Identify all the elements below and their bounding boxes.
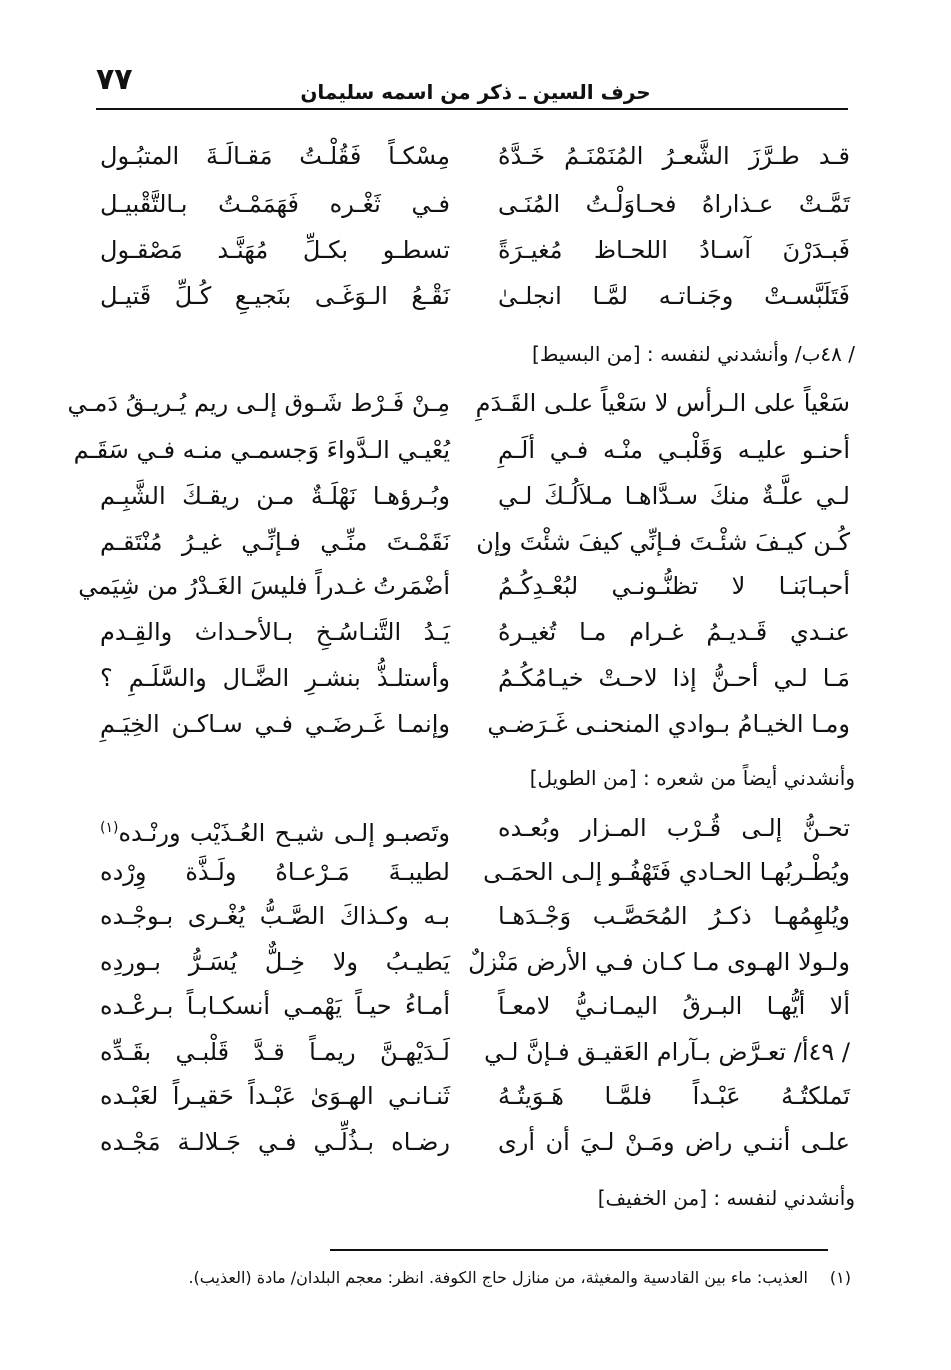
verse-hemistich-right: أحبـابَنـا لا تظنُّـونـي لبُعْـدِكُـمُ — [498, 572, 850, 600]
verse-hemistich-right: لـي علَّـةٌ منكَ سـدَّاهـا مـلاَلُـكَ لـي — [498, 482, 850, 510]
verse-hemistich-left: يُعْيـي الـدَّواءَ وَجسمـي منـه فـي سَقَـم — [73, 436, 450, 464]
footnote-number: (١) — [829, 1268, 851, 1287]
verse-hemistich-right: قـد طـرَّزَ الشَّعـرُ المُنَمْنَـمُ خَـدَّهُ — [498, 142, 850, 170]
verse-hemistich-left: لطيبـةَ مَـرْعـاهُ ولَـذَّة وِرْده — [100, 858, 450, 886]
verse-hemistich-right: فَبـدَرْنَ آسـادُ اللحـاظ مُغيـرَةً — [498, 236, 850, 264]
verse-hemistich-left: نَقَمْـتَ منِّـي فـإنِّـي غيـرُ مُنْتَقـم — [100, 528, 450, 556]
verse-hemistich-right: ومـا الخيـامُ بـوادي المنحنـى غَـرَضـي — [487, 710, 850, 738]
verse-hemistich-right: أحنـو عليـه وَقَلْبـي منْـه فـي ألَـمِ — [498, 436, 850, 464]
verse-hemistich-left: وإنمـا غَـرضَـي فـي سـاكـن الخِيَـمِ — [100, 710, 450, 738]
verse-hemistich-right: ويُطْـربُهـا الحـادي فَتَهْفُـو إلـى الحمَـى — [483, 858, 850, 886]
verse-hemistich-left: وأستلـذُّ بنشـرِ الضَّـال والسَّلَـمِ ؟ — [100, 664, 450, 692]
verse-hemistich-right: فَتَلَبَّسـتْ وجَنـاتـه لمَّـا انجلـىٰ — [498, 282, 850, 310]
verse-hemistich-left: وبُـرؤهـا نَهْلَـةٌ مـن ريقـكَ الشَّبِـم — [100, 482, 450, 510]
running-title: حرف السين ـ ذكر من اسمه سليمان — [300, 80, 651, 104]
verse-hemistich-left: مِـنْ فَـرْط شَـوق إلـى ريم يُـريـقُ دَمـي — [67, 389, 450, 417]
footnote-reference: (١) — [100, 820, 119, 836]
verse-hemistich-left: نَقْـعُ الـوَغَـى بنَجيـعِ كُـلِّ قَتيـل — [100, 282, 450, 310]
verse-text: وتَصبـو إلـى شيـح العُـذَيْب ورنْـده — [118, 819, 450, 847]
verse-hemistich-left: يَـدُ التَّنـاسُـخِ بـالأحـداث والقِـدم — [100, 618, 450, 646]
verse-hemistich-right: ولـولا الهـوى مـا كـان فـي الأرض مَنْزلٌ — [468, 948, 850, 976]
verse-hemistich-right: سَعْياً على الـرأس لا سَعْياً علـى القَـدَمِ — [475, 389, 850, 417]
verse-hemistich-left: مِسْكـاً فَقُلْـتُ مَقـالَـةَ المتبُـول — [100, 142, 450, 170]
verse-hemistich-right: مَـا لـي أحـنُّ إذا لاحـتْ خيـامُكُـمُ — [498, 664, 850, 692]
verse-hemistich-left: لَـدَيْهـنَّ ريمـاً قـدَّ قَلْبـي بقَـدِّه — [100, 1038, 450, 1066]
verse-hemistich-right: ألا أيُّهـا البـرقُ اليمـانـيُّ لامعـاً — [498, 992, 850, 1020]
verse-hemistich-left: أمـاءُ حيـاً يَهْمـي أنسكـابـاً بـرعْـده — [100, 992, 450, 1020]
footnote-text: العذيب: ماء بين القادسية والمغيثة، من منازل حاج الكوفة. انظر: معجم البلدان/ مادة (العذيب). — [188, 1268, 808, 1287]
verse-hemistich-left: رضـاه بـذُلِّـي فـي جَـلالـة مَجْـده — [100, 1128, 450, 1156]
footnote — [188, 1268, 851, 1287]
verse-hemistich-left: فـي ثَغْـره فَهَمَمْـتُ بـالتَّقْبيـل — [100, 190, 450, 218]
verse-hemistich-left: ثَنـانـي الهـوَىٰ عَبْـداً حَقيـراً لعَبْـده — [100, 1082, 450, 1110]
verse-hemistich-right: / ٤٩أ/ تعـرَّض بـآرام العَقيـق فـإنَّ لـي — [484, 1038, 850, 1066]
section-heading: وأنشدني لنفسه : [من الخفيف] — [597, 1186, 855, 1210]
verse-hemistich-right: علـى أننـي راض ومَـنْ لـيَ أن أرى — [498, 1128, 850, 1156]
verse-hemistich-left: أضْمَرتُ غـدراً فليسَ الغَـدْرُ من شِيَمي — [78, 572, 450, 600]
header-rule — [96, 108, 848, 110]
page-number: ٧٧ — [96, 62, 133, 97]
verse-hemistich-left: يَطيـبُ ولا خِـلٌّ يُسَـرُّ بـوردِه — [100, 948, 450, 976]
verse-hemistich-left: تسطـو بكـلِّ مُهَنَّـد مَصْقـول — [100, 236, 450, 264]
verse-hemistich-left: بـه وكـذاكَ الصَّـبُّ يُغْـرى بـوجْـده — [100, 902, 450, 930]
section-heading: / ٤٨ب/ وأنشدني لنفسه : [من البسيط] — [532, 342, 855, 366]
verse-hemistich-left — [100, 808, 450, 853]
verse-hemistich-right: تَمَّـتْ عـذاراهُ فحـاوَلْـتُ المُنَـى — [498, 190, 850, 218]
verse-hemistich-right: تحـنُّ إلـى قُـرْب المـزار وبُعـده — [498, 814, 850, 842]
verse-hemistich-right: كُـن كيـفَ شئْـتَ فـإنِّي كيفَ شئْتَ وإن — [476, 528, 850, 556]
footnote-rule — [330, 1249, 828, 1251]
verse-hemistich-right: ويُلهِمُهـا ذكـرُ المُحَصَّـب وَجْـدَهـا — [498, 902, 850, 930]
verse-hemistich-right: عنـدي قَـديـمُ غـرام مـا تُغيـرهُ — [498, 618, 850, 646]
section-heading: وأنشدني أيضاً من شعره : [من الطويل] — [529, 766, 855, 790]
verse-hemistich-right: تَملكتُـهُ عَبْـداً فلمَّـا هَـوَيتُـهُ — [498, 1082, 850, 1110]
